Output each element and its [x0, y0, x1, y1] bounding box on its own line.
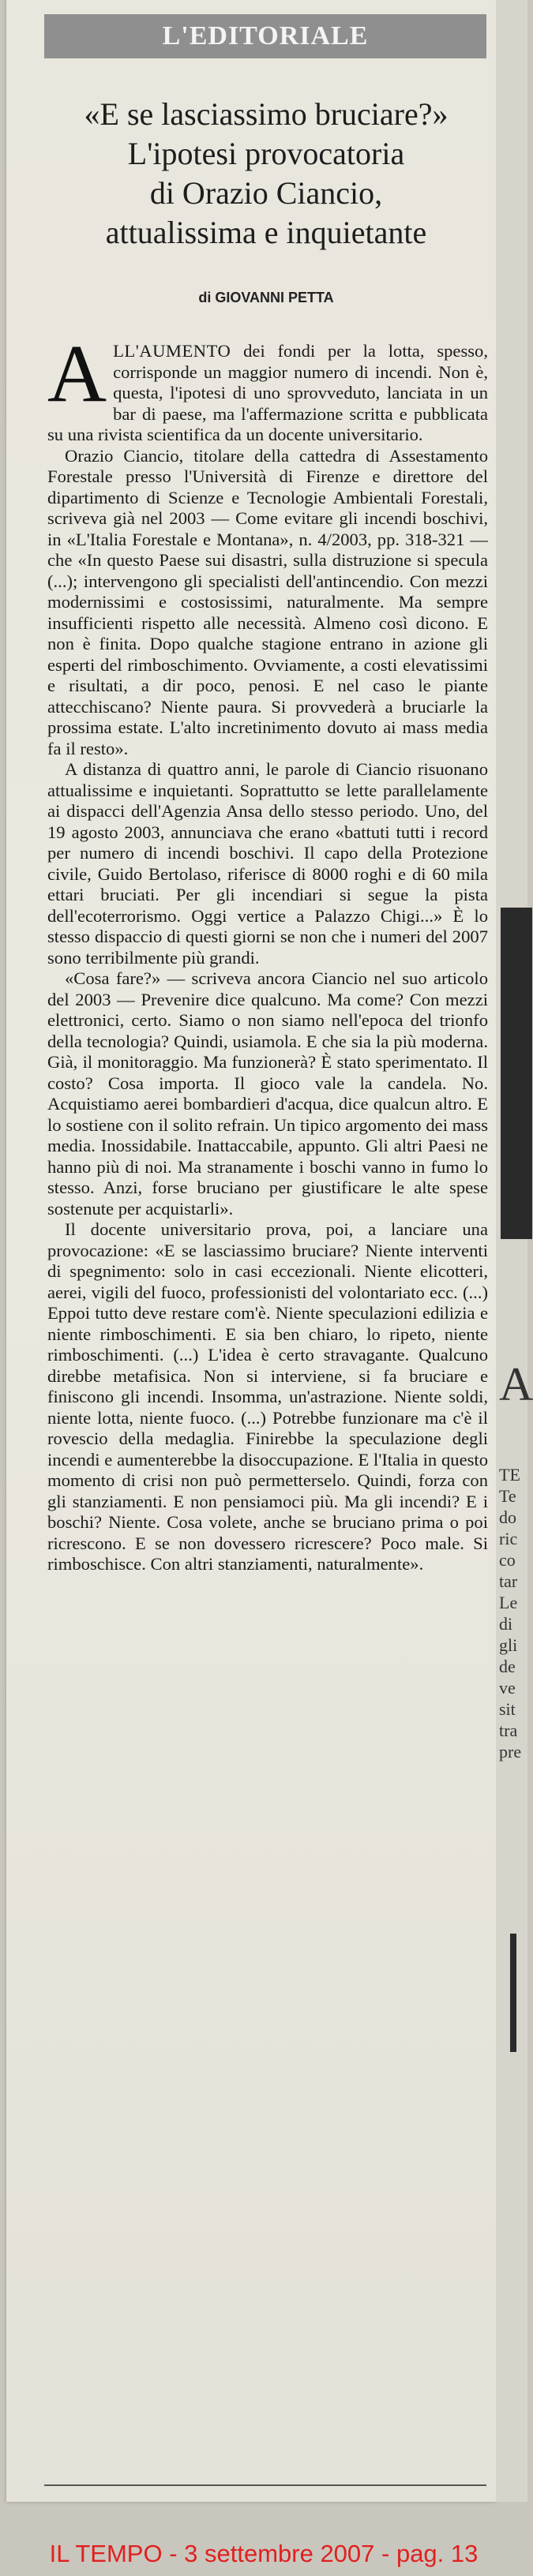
- adjacent-text-line: Le: [499, 1593, 518, 1612]
- section-header: [44, 14, 486, 58]
- headline-line: attualissima e inquietante: [105, 215, 427, 250]
- adjacent-text-line: tra: [499, 1720, 518, 1740]
- headline: [41, 95, 491, 253]
- article-body: [47, 328, 488, 1575]
- article-paragraph: Orazio Ciancio, titolare della cattedra di Assestamento Forestale presso l'Università di Firenze e direttore del dipartimento di Scienze e Tecnologie Ambientali Forestali, scriveva già nel 2003 — Come evitare gli incendi boschivi, in «L'Italia Forestale e Montana», n. 4/2003, pp. 318-321 — che «In questo Paese sui disastri, sulla distruzione si specula (...); intervengono gli specialisti dell'antincendio. Con mezzi modernissimi e costosissimi, naturalmente. Ma sempre insufficienti rispetto alle necessità. Almeno così dicono. E non è finita. Dopo qualche stagione entrano in azione gli esperti del rimboschimento. Ovviamente, a costi elevatissimi e risultati, a dir poco, penosi. E nel caso le piante attecchiscano? Niente paura. Si provvederà a bruciarle la prossima estate. L'alto incretinimento dovuto ai mass media fa il resto».: [47, 445, 488, 758]
- article-paragraph: A distanza di quattro anni, le parole di Ciancio risuonano attualissime e inquietanti. Soprattutto se lette parallelamente ai dispacci dell'Agenzia Ansa dello stesso periodo. Uno, del 19 agosto 2003, annunciava che erano «battuti tutti i record per numero di incendi boschivi. Il capo della Protezione civile, Guido Bertolaso, riferisce di 8000 roghi e di 60 mila ettari bruciati. Per gli incendiari si segue la pista dell'ecoterrorismo. Oggi vertice a Palazzo Chigi...» È lo stesso dispaccio di questi giorni se non che i numeri del 2007 sono terribilmente più grandi.: [47, 759, 488, 968]
- adjacent-text-line: TE: [499, 1465, 520, 1485]
- adjacent-text-line: do: [499, 1507, 516, 1527]
- adjacent-text-line: de: [499, 1657, 516, 1676]
- adjacent-text-line: gli: [499, 1635, 518, 1655]
- adjacent-headline-fragment: A: [499, 1358, 533, 1410]
- section-label: L'EDITORIALE: [162, 21, 369, 51]
- source-caption: IL TEMPO - 3 settembre 2007 - pag. 13: [49, 2540, 479, 2567]
- opening-words: LL'AUMENTO: [113, 341, 231, 361]
- headline-line: «E se lasciassimo bruciare?»: [84, 96, 449, 132]
- byline: di GIOVANNI PETTA: [198, 290, 334, 305]
- newspaper-clipping: [6, 0, 496, 2502]
- headline-line: di Orazio Ciancio,: [149, 175, 383, 211]
- paragraph-text: dei fondi per la lotta, spesso, corrisponde un maggior numero di incendi. Non è, questa, l'ipotesi di uno sprovveduto, lanciata in un bar di paese, ma l'affermazione scritta e pubblicata su una rivista scientifica da un docente universitario.: [47, 341, 488, 444]
- adjacent-photo: [501, 908, 532, 1239]
- drop-cap: A: [47, 328, 107, 419]
- adjacent-text-line: Te: [499, 1486, 516, 1506]
- article-paragraph: «Cosa fare?» — scriveva ancora Ciancio nel suo articolo del 2003 — Prevenire dice qualcuno. Ma come? Con mezzi elettronici, certo. Siamo o non siamo nell'epoca del trionfo della tecnologia? Quindi, usiamola. E che sia la più moderna. Già, il monitoraggio. Ma funzionerà? È stato sperimentato. Il costo? Cosa importa. Il gioco vale la candela. No. Acquistiamo aerei bombardieri d'acqua, dice qualcun altro. E lo sostiene con il solito refrain. Un tipico argomento dei mass media. Inossidabile. Inattaccabile, appunto. Gli altri Paesi ne hanno più di noi. Ma stranamente i boschi vanno in fumo lo stesso. Anzi, forse bruciano per giustificare le alte spese sostenute per acquistarli».: [47, 968, 488, 1219]
- article-paragraph: [47, 328, 488, 446]
- adjacent-text-line: di: [499, 1614, 513, 1634]
- adjacent-text-line: ve: [499, 1678, 516, 1698]
- article-paragraph: Il docente universitario prova, poi, a lanciare una provocazione: «E se lasciassimo bruciare? Niente interventi di spegnimento: solo in casi eccezionali. Niente elicotteri, aerei, vigili del fuoco, professionisti del volontariato ecc. (...) Eppoi tutto deve restare com'è. Niente speculazioni edilizia e niente rimboschimenti. E sia ben chiaro, lo ripeto, niente rimboschimenti. (...) L'idea è certo stravagante. Qualcuno direbbe metafisica. Non si interviene, si fa bruciare e finiscono gli incendi. Insomma, un'astrazione. Niente soldi, niente lotta, niente fuoco. (...) Potrebbe funzionare ma c'è il rovescio della medaglia. Finirebbe la speculazione degli incendi e aumenterebbe la disoccupazione. E l'Italia in questo momento di crisi non può permetterselo. Quindi, forza con gli stanziamenti. E non pensiamoci più. Ma gli incendi? E i boschi? Niente. Cosa volete, anche se bruciano prima o poi ricrescono. E se non dovessero ricrescere? Poco male. Si rimboschisce. Con altri stanziamenti, naturalmente».: [47, 1219, 488, 1574]
- adjacent-text-fragments: [499, 1464, 531, 1762]
- adjacent-rule: [510, 1934, 516, 2052]
- adjacent-text-line: co: [499, 1550, 516, 1570]
- headline-line: L'ipotesi provocatoria: [127, 136, 405, 171]
- adjacent-text-line: pre: [499, 1742, 522, 1762]
- adjacent-text-line: tar: [499, 1571, 518, 1591]
- adjacent-text-line: sit: [499, 1699, 516, 1719]
- bottom-rule: [44, 2484, 486, 2486]
- adjacent-column: [496, 0, 533, 2502]
- adjacent-text-line: ric: [499, 1529, 518, 1548]
